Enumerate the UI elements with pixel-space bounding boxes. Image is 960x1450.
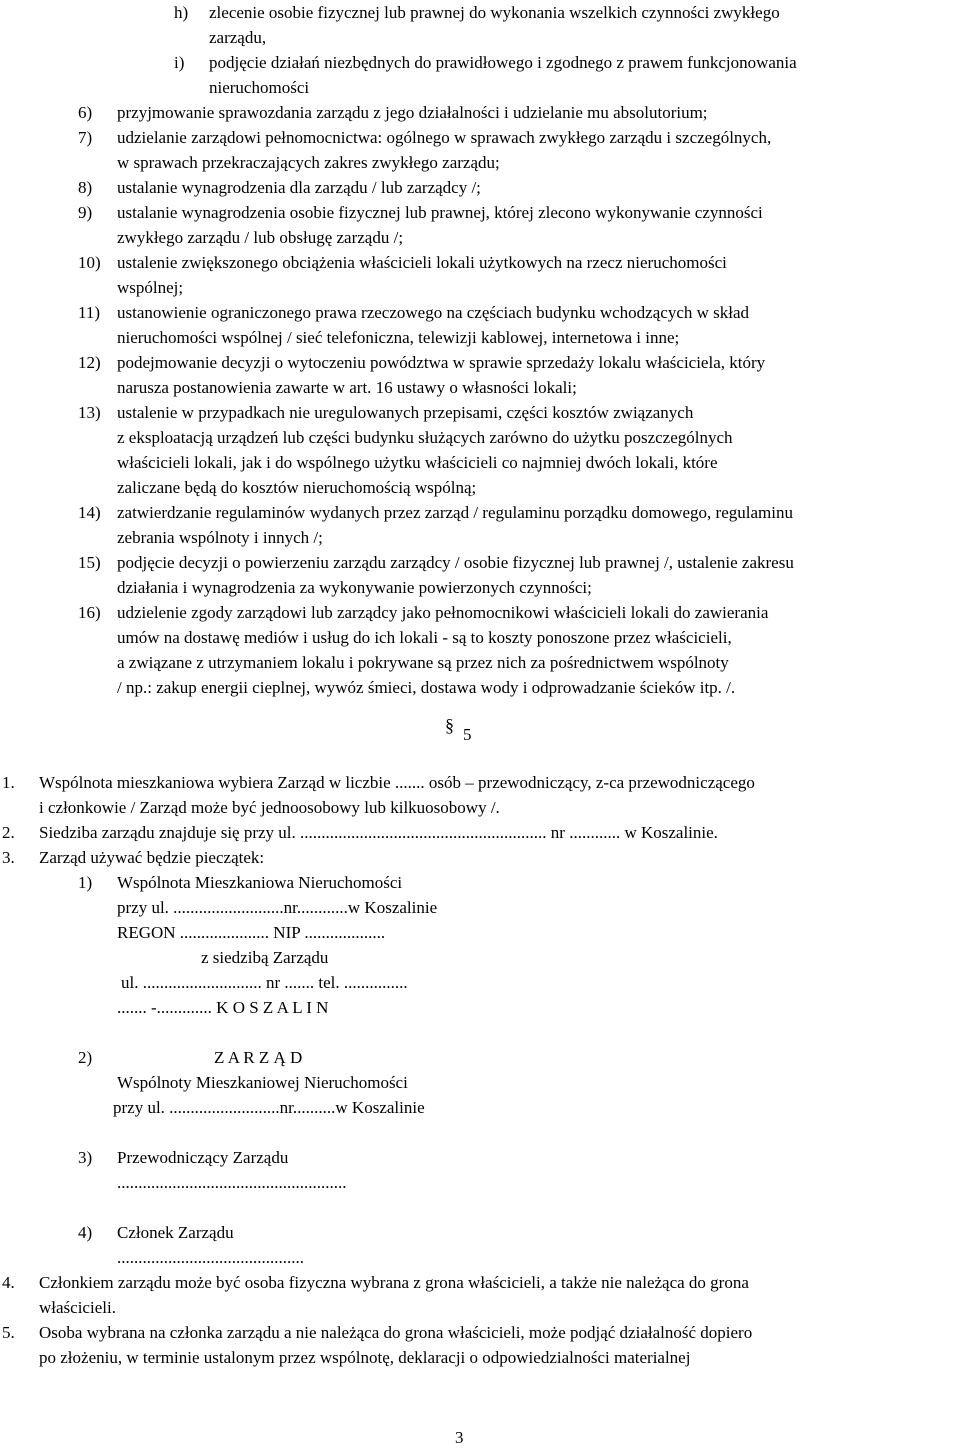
list-item-line: zwykłego zarządu / lub obsługę zarządu /; (117, 228, 404, 247)
stamp-line: z siedzibą Zarządu (201, 948, 329, 967)
list-item-line: podjęcie decyzji o powierzeniu zarządu zarządcy / osobie fizycznej lub prawnej /, ustalenie zakresu (117, 553, 794, 572)
list-item-line: narusza postanowienia zawarte w art. 16 ustawy o własności lokali; (117, 378, 577, 397)
list-marker: 8) (78, 178, 93, 197)
list-marker: 10) (78, 253, 101, 272)
list-item-line: nieruchomości (209, 78, 310, 97)
list-marker: 16) (78, 603, 101, 622)
stamp-marker: 1) (78, 873, 93, 892)
list-item-line: Członkiem zarządu może być osoba fizyczna wybrana z grona właścicieli, a także nie należąca do grona (39, 1273, 749, 1292)
list-item-line: zatwierdzanie regulaminów wydanych przez zarząd / regulaminu porządku domowego, regulaminu (117, 503, 793, 522)
stamp-line: Przewodniczący Zarządu (117, 1148, 289, 1167)
list-item-line: udzielenie zgody zarządowi lub zarządcy jako pełnomocnikowi właścicieli lokali do zawierania (117, 603, 769, 622)
section-number: 5 (463, 725, 472, 744)
page-number: 3 (455, 1428, 464, 1447)
stamp-line: Wspólnoty Mieszkaniowej Nieruchomości (117, 1073, 408, 1092)
list-item-line: nieruchomości wspólnej / sieć telefoniczna, telewizji kablowej, internetowa i inne; (117, 328, 680, 347)
list-item-line: Zarząd używać będzie pieczątek: (39, 848, 265, 867)
list-item-line: ustanowienie ograniczonego prawa rzeczowego na częściach budynku wchodzących w skład (117, 303, 750, 322)
list-item-line: udzielanie zarządowi pełnomocnictwa: ogólnego w sprawach zwykłego zarządu i szczególnych, (117, 128, 772, 147)
list-item-line: i członkowie / Zarząd może być jednoosobowy lub kilkuosobowy /. (39, 798, 500, 817)
list-item-line: ustalenie zwiększonego obciążenia właścicieli lokali użytkowych na rzecz nieruchomości (117, 253, 727, 272)
list-marker: 13) (78, 403, 101, 422)
list-marker: h) (174, 3, 189, 22)
list-item-line: ustalenie w przypadkach nie uregulowanych przepisami, części kosztów związanych (117, 403, 694, 422)
stamp-marker: 4) (78, 1223, 93, 1242)
stamp-line: przy ul. ..........................nr............w Koszalinie (117, 898, 438, 917)
list-marker: 14) (78, 503, 101, 522)
list-item-line: podejmowanie decyzji o wytoczeniu powództwa w sprawie sprzedaży lokalu właściciela, który (117, 353, 766, 372)
list-item-line: wspólnej; (117, 278, 184, 297)
list-item-line: a związane z utrzymaniem lokalu i pokrywane są przez nich za pośrednictwem wspólnoty (117, 653, 729, 672)
stamp-marker: 2) (78, 1048, 93, 1067)
stamp-marker: 3) (78, 1148, 93, 1167)
list-item-line: Siedziba zarządu znajduje się przy ul. .......................................................... nr ............ w Koszalinie. (39, 823, 718, 842)
list-marker: 5. (2, 1323, 15, 1342)
stamp-line: ul. ............................ nr ....... tel. ............... (121, 973, 408, 992)
list-marker: 3. (2, 848, 15, 867)
list-item-line: ustalanie wynagrodzenia osobie fizycznej lub prawnej, której zlecono wykonywanie czynności (117, 203, 763, 222)
list-item-line: zaliczane będą do kosztów nieruchomością wspólną; (117, 478, 477, 497)
stamp-line: Wspólnota Mieszkaniowa Nieruchomości (117, 873, 403, 892)
list-item-line: Osoba wybrana na członka zarządu a nie należąca do grona właścicieli, może podjąć działalność dopiero (39, 1323, 753, 1342)
list-item-line: ustalanie wynagrodzenia dla zarządu / lub zarządcy /; (117, 178, 481, 197)
list-item-line: właścicieli. (39, 1298, 116, 1317)
signature-line: ............................................ (117, 1248, 304, 1267)
stamp-line: REGON ..................... NIP ................... (117, 923, 386, 942)
stamp-line: Z A R Z Ą D (214, 1048, 303, 1067)
list-item-line: zlecenie osobie fizycznej lub prawnej do wykonania wszelkich czynności zwykłego (209, 3, 780, 22)
list-item-line: umów na dostawę mediów i usług do ich lokali - są to koszty ponoszone przez właścicieli, (117, 628, 732, 647)
signature-line: ...................................................... (117, 1173, 347, 1192)
list-marker: 15) (78, 553, 101, 572)
list-marker: 6) (78, 103, 93, 122)
list-marker: 11) (78, 303, 101, 322)
list-marker: 9) (78, 203, 93, 222)
list-marker: 7) (78, 128, 93, 147)
stamp-line: przy ul. ..........................nr..........w Koszalinie (113, 1098, 425, 1117)
stamp-line: ....... -............. K O S Z A L I N (117, 998, 329, 1017)
list-item-line: / np.: zakup energii cieplnej, wywóz śmieci, dostawa wody i odprowadzanie ścieków itp. /. (117, 678, 736, 697)
list-item-line: zarządu, (209, 28, 267, 47)
list-item-line: zebrania wspólnoty i innych /; (117, 528, 323, 547)
stamp-line: Członek Zarządu (117, 1223, 234, 1242)
list-marker: 4. (2, 1273, 15, 1292)
list-item-line: z eksploatacją urządzeń lub części budynku służących zarówno do użytku poszczególnych (117, 428, 733, 447)
section-symbol: § (445, 715, 454, 735)
list-marker: 2. (2, 823, 15, 842)
list-marker: 12) (78, 353, 101, 372)
list-item-line: po złożeniu, w terminie ustalonym przez wspólnotę, deklaracji o odpowiedzialności materialnej (39, 1348, 691, 1367)
list-marker: 1. (2, 773, 15, 792)
list-item-line: w sprawach przekraczających zakres zwykłego zarządu; (117, 153, 500, 172)
list-item-line: Wspólnota mieszkaniowa wybiera Zarząd w liczbie ....... osób – przewodniczący, z-ca przewodniczącego (39, 773, 755, 792)
list-item-line: właścicieli lokali, jak i do wspólnego użytku właścicieli co najmniej dwóch lokali, które (117, 453, 718, 472)
list-item-line: przyjmowanie sprawozdania zarządu z jego działalności i udzielanie mu absolutorium; (117, 103, 708, 122)
list-item-line: podjęcie działań niezbędnych do prawidłowego i zgodnego z prawem funkcjonowania (209, 53, 797, 72)
list-item-line: działania i wynagrodzenia za wykonywanie powierzonych czynności; (117, 578, 592, 597)
list-marker: i) (174, 53, 185, 72)
